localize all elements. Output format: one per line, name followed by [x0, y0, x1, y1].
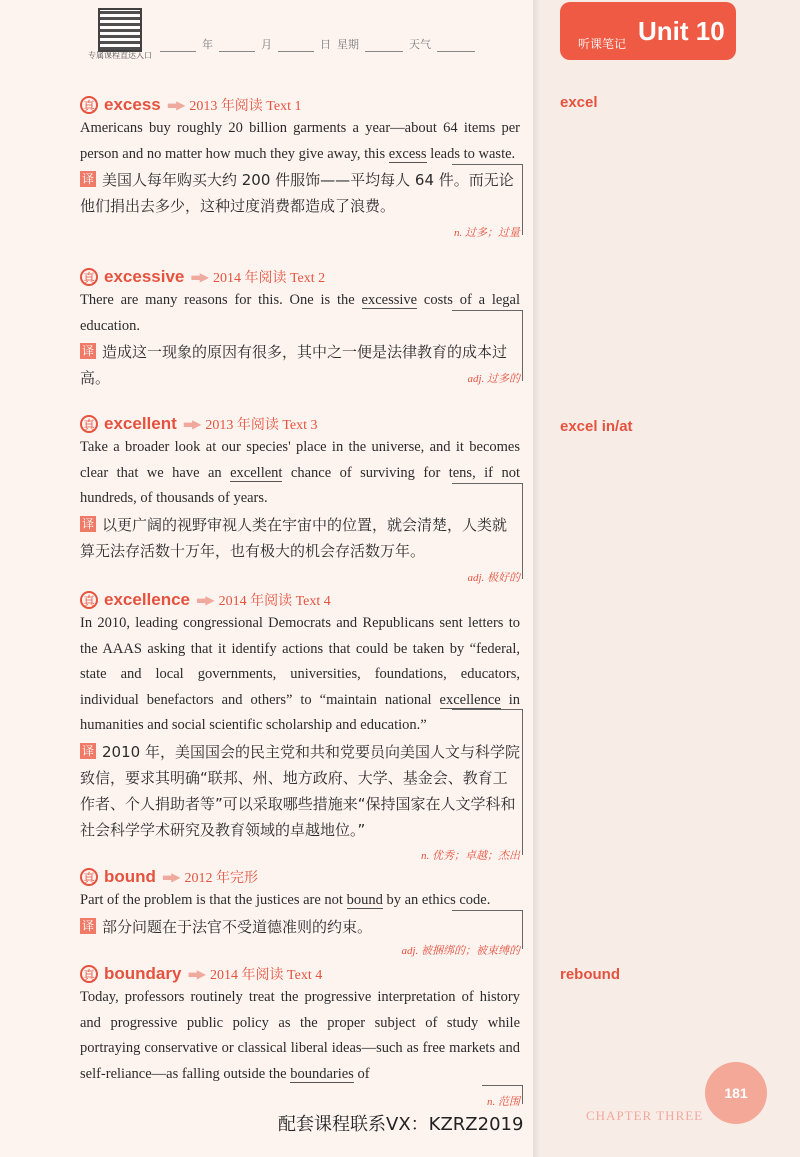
key-word: bound [346, 892, 383, 908]
month-label: 月 [261, 38, 272, 51]
entry-excessive [80, 266, 520, 391]
note-rebound: rebound [560, 966, 620, 983]
headword: excess [104, 95, 161, 114]
headword: excellence [104, 590, 191, 609]
weekday-blank [365, 41, 403, 52]
entry-head [80, 266, 520, 288]
weather-label: 天气 [409, 38, 431, 51]
headword: bound [104, 867, 156, 886]
translation-text: 美国人每年购买大约 200 件服饰——平均每人 64 件。而无论他们捐出去多少，这种过度消费都造成了浪费。 [80, 171, 514, 215]
exam-source: 2012 年完形 [184, 871, 258, 886]
example-sentence [80, 985, 520, 1087]
translation-text: 部分问题在于法官不受道德准则的约束。 [102, 917, 373, 936]
entry-bound [80, 866, 520, 956]
sentence-text: Today, professors routinely treat the progressive interpretation of history and progressive public policy as the proper subject of study while portraying conservative or classical liberal ideas—such as free markets and self-reliance—as falling outside the [80, 989, 520, 1082]
sentence-text: chance of surviving for tens, if not hundreds, of thousands of years. [80, 464, 520, 506]
gloss: n. 过多；过量 [454, 227, 520, 239]
translation-mark-icon: 译 [81, 918, 94, 933]
chapter-label: CHAPTER THREE [586, 1108, 704, 1123]
entry-head [80, 94, 520, 116]
real-exam-mark-icon: 真 [80, 268, 98, 286]
sentence-text: leads to waste. [426, 145, 516, 162]
key-word: boundaries [290, 1065, 354, 1082]
notes-label: 听课笔记 [578, 37, 627, 51]
qr-code[interactable] [98, 8, 142, 52]
sentence-text: of [353, 1065, 370, 1082]
key-word: excellence [439, 691, 501, 708]
entry-head [80, 589, 520, 611]
arrow-icon: ▬▶ [190, 270, 207, 284]
year-label: 年 [202, 38, 213, 51]
translation-mark-icon: 译 [81, 516, 94, 531]
gloss: adj. 被捆绑的；被束缚的 [401, 945, 520, 957]
real-exam-mark-icon: 真 [80, 415, 98, 433]
real-exam-mark-icon: 真 [80, 96, 98, 114]
arrow-icon: ▬▶ [166, 98, 184, 112]
translation-mark-icon: 译 [81, 172, 94, 186]
real-exam-mark-icon: 真 [80, 965, 98, 983]
sentence-text: Part of the problem is that the justices are not [80, 892, 347, 908]
arrow-icon: ▬▶ [161, 870, 179, 884]
gloss-bracket [452, 483, 523, 579]
sentence-text: in humanities and social scientific scholarship and education.” [80, 691, 520, 733]
arrow-icon: ▬▶ [187, 967, 205, 981]
unit-tab [560, 2, 736, 60]
translation-mark-icon: 译 [81, 344, 94, 358]
day-blank [278, 41, 314, 52]
page-number-badge: 181 [705, 1062, 767, 1124]
entry-excellence [80, 589, 520, 864]
gloss-bracket [452, 709, 523, 855]
exam-source: 2014 年阅读 Text 2 [212, 271, 326, 286]
unit-title: Unit 10 [638, 16, 725, 46]
entry-head [80, 963, 520, 985]
entry-excess [80, 94, 520, 244]
headword: excellent [104, 414, 177, 433]
note-excel-in-at: excel in/at [560, 418, 633, 435]
entry-boundary [80, 963, 520, 1108]
key-word: excellent [230, 464, 283, 481]
note-excel: excel [560, 94, 598, 111]
gloss: n. 范围 [487, 1096, 520, 1108]
date-bar [160, 36, 475, 52]
real-exam-mark-icon: 真 [80, 591, 98, 609]
exam-source: 2014 年阅读 Text 4 [210, 968, 323, 983]
arrow-icon: ▬▶ [196, 593, 213, 607]
sentence-text: Americans buy roughly 20 billion garments a year—about 64 items per person and no matter how much they give away, this [80, 120, 520, 162]
entry-excellent [80, 413, 520, 588]
watermark-text: 配套课程联系VX：KZRZ2019 [278, 1114, 524, 1135]
translation-mark-icon: 译 [81, 743, 94, 758]
month-blank [219, 41, 255, 52]
headword: boundary [104, 964, 182, 983]
translation-text: 造成这一现象的原因有很多，其中之一便是法律教育的成本过高。 [80, 343, 508, 387]
entry-head [80, 413, 520, 435]
qr-label: 专属课程直达入口 [88, 51, 152, 60]
sentence-text: There are many reasons for this. One is the [80, 292, 362, 308]
exam-source: 2013 年阅读 Text 3 [205, 418, 318, 433]
year-blank [160, 41, 196, 52]
sentence-text: by an ethics code. [382, 892, 491, 908]
sentence-text: costs of a legal education. [80, 292, 521, 334]
real-exam-mark-icon: 真 [80, 868, 98, 886]
weather-blank [437, 41, 475, 52]
example-sentence [80, 116, 520, 167]
exam-source: 2013 年阅读 Text 1 [189, 99, 302, 114]
headword: excessive [104, 267, 185, 286]
day-label: 日 [320, 38, 331, 51]
gloss: n. 优秀；卓越；杰出 [421, 850, 520, 862]
key-word: excess [388, 145, 427, 162]
gloss: adj. 过多的 [467, 373, 520, 385]
weekday-label: 星期 [337, 38, 359, 51]
arrow-icon: ▬▶ [182, 417, 200, 431]
sentence-text: In 2010, leading congressional Democrats and Republicans sent letters to the AAAS asking that it identify actions that could be taken by “federal, state and local governments, universities, foundations, educators, individual benefactors and others” to “maintain national [80, 615, 520, 708]
key-word: excessive [361, 292, 418, 308]
translation-text: 以更广阔的视野审视人类在宇宙中的位置，就会清楚，人类就算无法存活数十万年，也有极大的机会存活数万年。 [80, 515, 508, 560]
translation-text: 2010 年，美国国会的民主党和共和党要员向美国人文与科学院致信，要求其明确“联邦、州、地方政府、大学、基金会、教育工作者、个人捐助者等”可以采取哪些措施来“保持国家在人文学科和社会科学学术研究及教育领域的卓越地位。” [80, 742, 520, 839]
sentence-text: Take a broader look at our species' place in the universe, and it becomes clear that we have an [80, 439, 520, 481]
gloss: adj. 极好的 [467, 572, 520, 584]
entry-head [80, 866, 520, 888]
notes-column [540, 0, 800, 1157]
exam-source: 2014 年阅读 Text 4 [218, 594, 331, 609]
